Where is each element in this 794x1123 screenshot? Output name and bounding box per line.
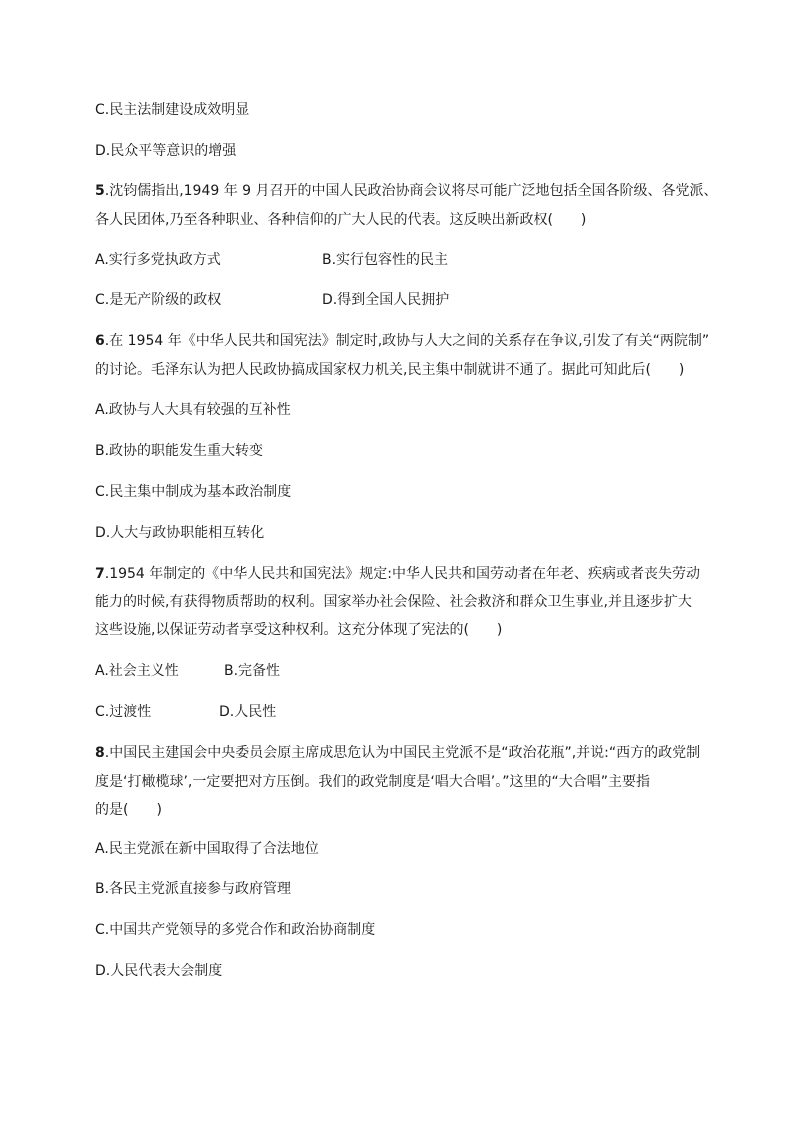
q7-stem-text1: .1954 年制定的《中华人民共和国宪法》规定:中华人民共和国劳动者在年老、疾病或者丧失劳动 bbox=[104, 566, 700, 582]
q5-option-d: D.得到全国人民拥护 bbox=[322, 292, 450, 308]
q7-option-c: C.过渡性 bbox=[95, 704, 152, 720]
q8-stem-line3: 的是( ) bbox=[95, 802, 162, 818]
q8-stem-line1 bbox=[95, 743, 700, 763]
q5-stem-line2: 各人民团体,乃至各种职业、各种信仰的广大人民的代表。这反映出新政权( ) bbox=[95, 212, 587, 228]
q7-option-d: D.人民性 bbox=[219, 704, 277, 720]
q6-option-d: D.人大与政协职能相互转化 bbox=[95, 525, 265, 541]
q8-option-b: B.各民主党派直接参与政府管理 bbox=[95, 881, 292, 897]
q5-stem-line1 bbox=[95, 181, 718, 201]
q7-stem-line1 bbox=[95, 564, 700, 584]
q8-option-c: C.中国共产党领导的多党合作和政治协商制度 bbox=[95, 922, 376, 938]
q5-stem-text1: .沈钧儒指出,1949 年 9 月召开的中国人民政治协商会议将尽可能广泛地包括全国各阶级、各党派、 bbox=[104, 183, 718, 199]
q7-stem-line2: 能力的时候,有获得物质帮助的权利。国家举办社会保险、社会救济和群众卫生事业,并且逐步扩大 bbox=[95, 594, 692, 610]
q6-stem-text1: .在 1954 年《中华人民共和国宪法》制定时,政协与人大之间的关系存在争议,引发了有关“两院制” bbox=[104, 333, 710, 349]
q6-stem-line1 bbox=[95, 331, 709, 351]
q7-option-a: A.社会主义性 bbox=[95, 663, 179, 679]
q6-option-c: C.民主集中制成为基本政治制度 bbox=[95, 484, 292, 500]
q5-option-c: C.是无产阶级的政权 bbox=[95, 292, 222, 308]
q5-option-b: B.实行包容性的民主 bbox=[322, 252, 449, 268]
q5-number: 5 bbox=[95, 183, 105, 199]
q5-option-a: A.实行多党执政方式 bbox=[95, 252, 221, 268]
q8-option-a: A.民主党派在新中国取得了合法地位 bbox=[95, 841, 319, 857]
q7-option-b: B.完备性 bbox=[224, 663, 281, 679]
q4-option-d: D.民众平等意识的增强 bbox=[95, 143, 237, 159]
q4-option-c: C.民主法制建设成效明显 bbox=[95, 102, 250, 118]
q6-stem-line2: 的讨论。毛泽东认为把人民政协搞成国家权力机关,民主集中制就讲不通了。据此可知此后( ) bbox=[95, 362, 685, 378]
q8-number: 8 bbox=[95, 745, 105, 761]
q8-stem-line2: 度是‘打橄榄球’,一定要把对方压倒。我们的政党制度是‘唱大合唱’。”这里的“大合唱”主要指 bbox=[95, 774, 651, 790]
q6-option-b: B.政协的职能发生重大转变 bbox=[95, 443, 264, 459]
q8-option-d: D.人民代表大会制度 bbox=[95, 963, 223, 979]
q7-stem-line3: 这些设施,以保证劳动者享受这种权利。这充分体现了宪法的( ) bbox=[95, 622, 503, 638]
q6-number: 6 bbox=[95, 333, 105, 349]
q6-option-a: A.政协与人大具有较强的互补性 bbox=[95, 402, 291, 418]
q7-number: 7 bbox=[95, 566, 105, 582]
q8-stem-text1: .中国民主建国会中央委员会原主席成思危认为中国民主党派不是“政治花瓶”,并说:“西方的政党制 bbox=[104, 745, 701, 761]
